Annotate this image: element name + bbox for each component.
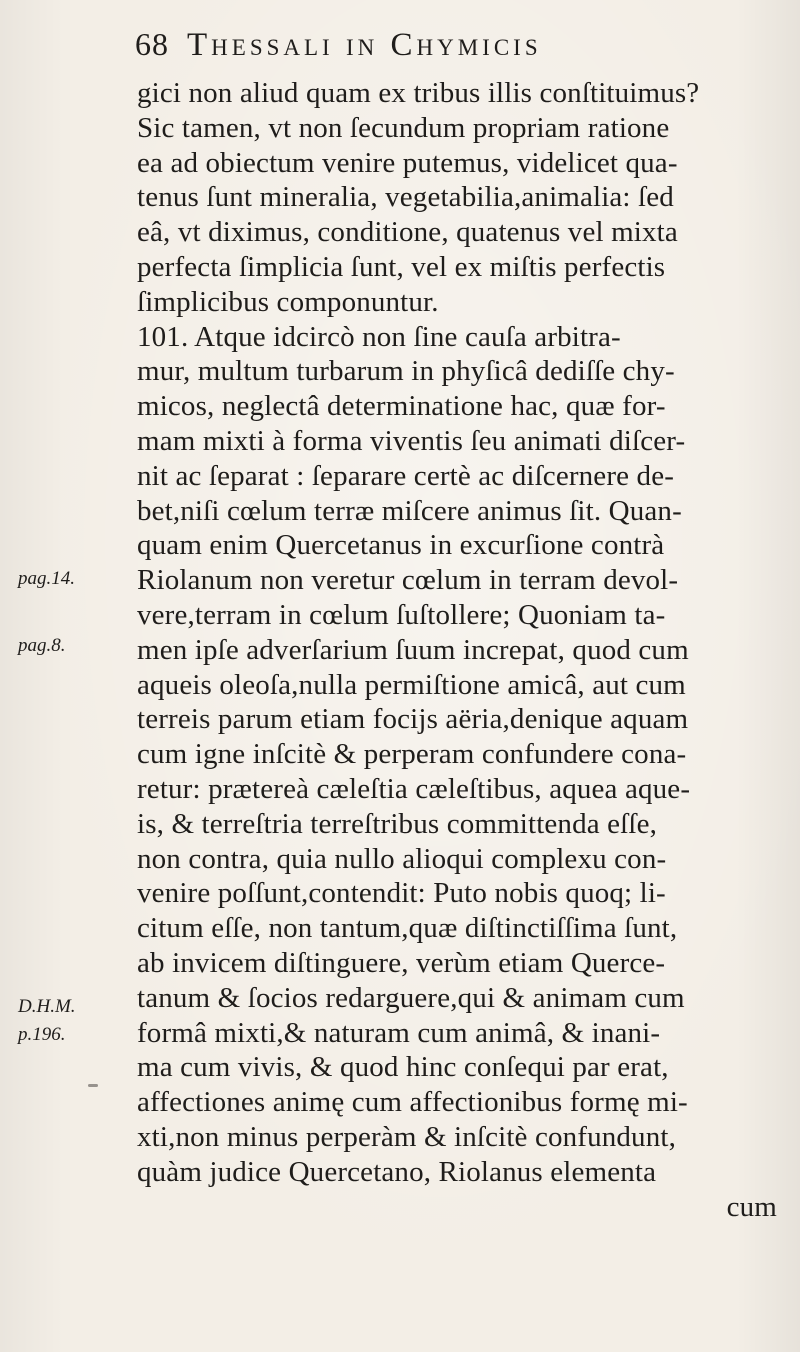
text-line: xti,non minus perperàm & inſcitè confundunt, [137,1120,676,1153]
text-line: ab invicem diſtinguere, verùm etiam Querce- [137,946,666,979]
text-line: quàm judice Quercetano, Riolanus elementa [137,1155,657,1188]
page-number: 68 [135,26,169,62]
text-line: bet,niſi cœlum terræ miſcere animus ſit. Quan- [137,494,682,527]
text-line: ea ad obiectum venire putemus, videlicet qua- [137,146,678,179]
body-text [137,76,787,1224]
text-line: tanum & ſocios redarguere,qui & animam cum [137,981,685,1014]
text-line: formâ mixti,& naturam cum animâ, & inani- [137,1016,661,1049]
text-line: vere,terram in cœlum ſuſtollere; Quoniam ta- [137,598,666,631]
text-line: mur, multum turbarum in phyſicâ dediſſe chy- [137,355,675,388]
text-line: gici non aliud quam ex tribus illis conſtituimus? [137,77,700,109]
text-line: Riolanum non veretur cœlum in terram devol- [137,564,679,597]
text-line: nit ac ſeparat : ſeparare certè ac diſcernere de- [137,459,675,492]
text-line: cum igne inſcitè & perperam confundere cona- [137,738,687,771]
text-line: is, & terreſtria terreſtribus committenda eſſe, [137,807,658,840]
margin-note-page-reference: pag.14. [18,568,75,589]
running-head: Thessali in Chymicis [187,27,542,63]
margin-note-page-reference: p.196. [18,1024,66,1045]
text-line: Sic tamen, vt non ſecundum propriam ratione [137,111,670,144]
text-line: venire poſſunt,contendit: Puto nobis quoq; li- [137,877,666,910]
text-line: non contra, quia nullo alioqui complexu con- [137,842,667,875]
text-line: micos, neglectâ determinatione hac, quæ for- [137,390,666,423]
margin-note-page-reference: pag.8. [18,635,66,656]
ink-speck [88,1084,98,1087]
text-line: mam mixti à forma viventis ſeu animati diſcer- [137,424,686,457]
text-line: retur: prætereà cæleſtia cæleſtibus, aquea aque- [137,772,691,805]
text-line: men ipſe adverſarium ſuum increpat, quod cum [137,633,689,666]
text-line: ſimplicibus componuntur. [137,285,439,318]
catchword: cum [726,1190,777,1223]
text-line: terreis parum etiam focijs aëria,denique aquam [137,703,689,736]
text-line: eâ, vt diximus, conditione, quatenus vel mixta [137,216,678,249]
text-line: ma cum vivis, & quod hinc conſequi par erat, [137,1051,669,1084]
text-line: affectiones animę cum affectionibus formę mi- [137,1086,688,1119]
text-line: 101. Atque idcircò non ſine cauſa arbitra- [137,320,621,353]
text-line: citum eſſe, non tantum,quæ diſtinctiſſima ſunt, [137,912,678,945]
margin-note-source-reference: D.H.M. [18,996,76,1017]
text-line: aqueis oleoſa,nulla permiſtione amicâ, aut cum [137,668,686,701]
text-line: quam enim Quercetanus in excurſione contrà [137,529,665,562]
text-line: perfecta ſimplicia ſunt, vel ex miſtis perfectis [137,250,666,283]
text-line: tenus ſunt mineralia, vegetabilia,animalia: ſed [137,181,674,214]
page-header [135,18,775,70]
